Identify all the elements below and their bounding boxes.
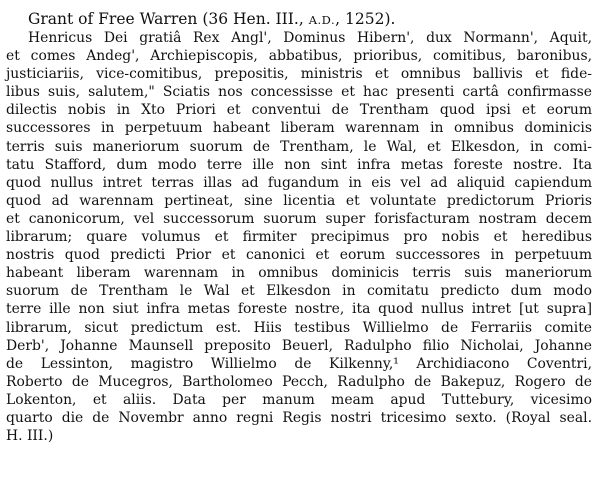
- document-title: [28, 10, 395, 29]
- text-line: justiciariis, vice-comitibus, prepositis, ministris et omnibus ballivis et fide-: [6, 66, 592, 83]
- title-era: A.D.: [308, 13, 336, 27]
- text-line: et canonicorum, vel successorum suorum super forisfacturam nostram decem: [6, 210, 592, 227]
- text-line: terre ille non siut infra metas foreste nostre, ita quod nullus intret [ut supra]: [6, 301, 592, 318]
- text-line: librarum, sicut predictum est. Hiis testibus Willielmo de Ferrariis comite: [6, 319, 592, 336]
- text-line: terris suis maneriorum suorum de Trentham, le Wal, et Elkesdon, in comi-: [6, 138, 592, 155]
- text-line: librarum; quare volumus et firmiter precipimus pro nobis et heredibus: [6, 229, 592, 246]
- text-line: dilectis nobis in Xto Priori et conventui de Trentham quod ipsi et eorum: [6, 102, 592, 119]
- title-year: , 1252).: [335, 10, 396, 28]
- text-line: Henricus Dei gratiâ Rex Angl', Dominus Hibern', dux Normann', Aquit,: [28, 30, 592, 46]
- text-line: quarto die de Novembr anno regni Regis nostri tricesimo sexto. (Royal seal.: [6, 409, 592, 426]
- text-line: Roberto de Mucegros, Bartholomeo Pecch, Radulpho de Bakepuz, Rogero de: [6, 373, 592, 390]
- title-main: Grant of Free Warren (36 Hen. III.,: [28, 10, 309, 28]
- text-line: Derb', Johanne Maunsell preposito Beuerl, Radulpho filio Nicholai, Johanne: [6, 337, 592, 354]
- text-line: habeant liberam warennam in omnibus dominicis terris suis maneriorum: [6, 265, 592, 282]
- text-line: de Lessinton, magistro Willielmo de Kilkenny,¹ Archidiacono Coventri,: [6, 355, 592, 372]
- text-line: H. III.): [6, 428, 54, 445]
- text-line: nostris quod predicti Prior et canonici et eorum successores in perpetuum: [6, 247, 592, 264]
- text-line: suorum de Trentham le Wal et Elkesdon in comitatu predicto dum modo: [6, 283, 592, 300]
- text-line: tatu Stafford, dum modo terre ille non sint infra metas foreste nostre. Ita: [6, 156, 592, 173]
- document-body: [6, 29, 592, 445]
- text-line: libus suis, salutem," Sciatis nos concessisse et hac presenti cartâ confirmasse: [6, 84, 592, 101]
- text-line: quod nullus intret terras illas ad fugandum in eis vel ad aliquid capiendum: [6, 174, 592, 191]
- text-line: et comes Andeg', Archiepiscopis, abbatibus, prioribus, comitibus, baronibus,: [6, 48, 592, 65]
- text-line: successores in perpetuum habeant liberam warennam in omnibus dominicis: [6, 120, 592, 137]
- text-line: quod ad warennam pertineat, sine licentia et voluntate predictorum Prioris: [6, 192, 592, 209]
- text-line: Lokenton, et aliis. Data per manum meam apud Tuttebury, vicesimo: [6, 391, 592, 408]
